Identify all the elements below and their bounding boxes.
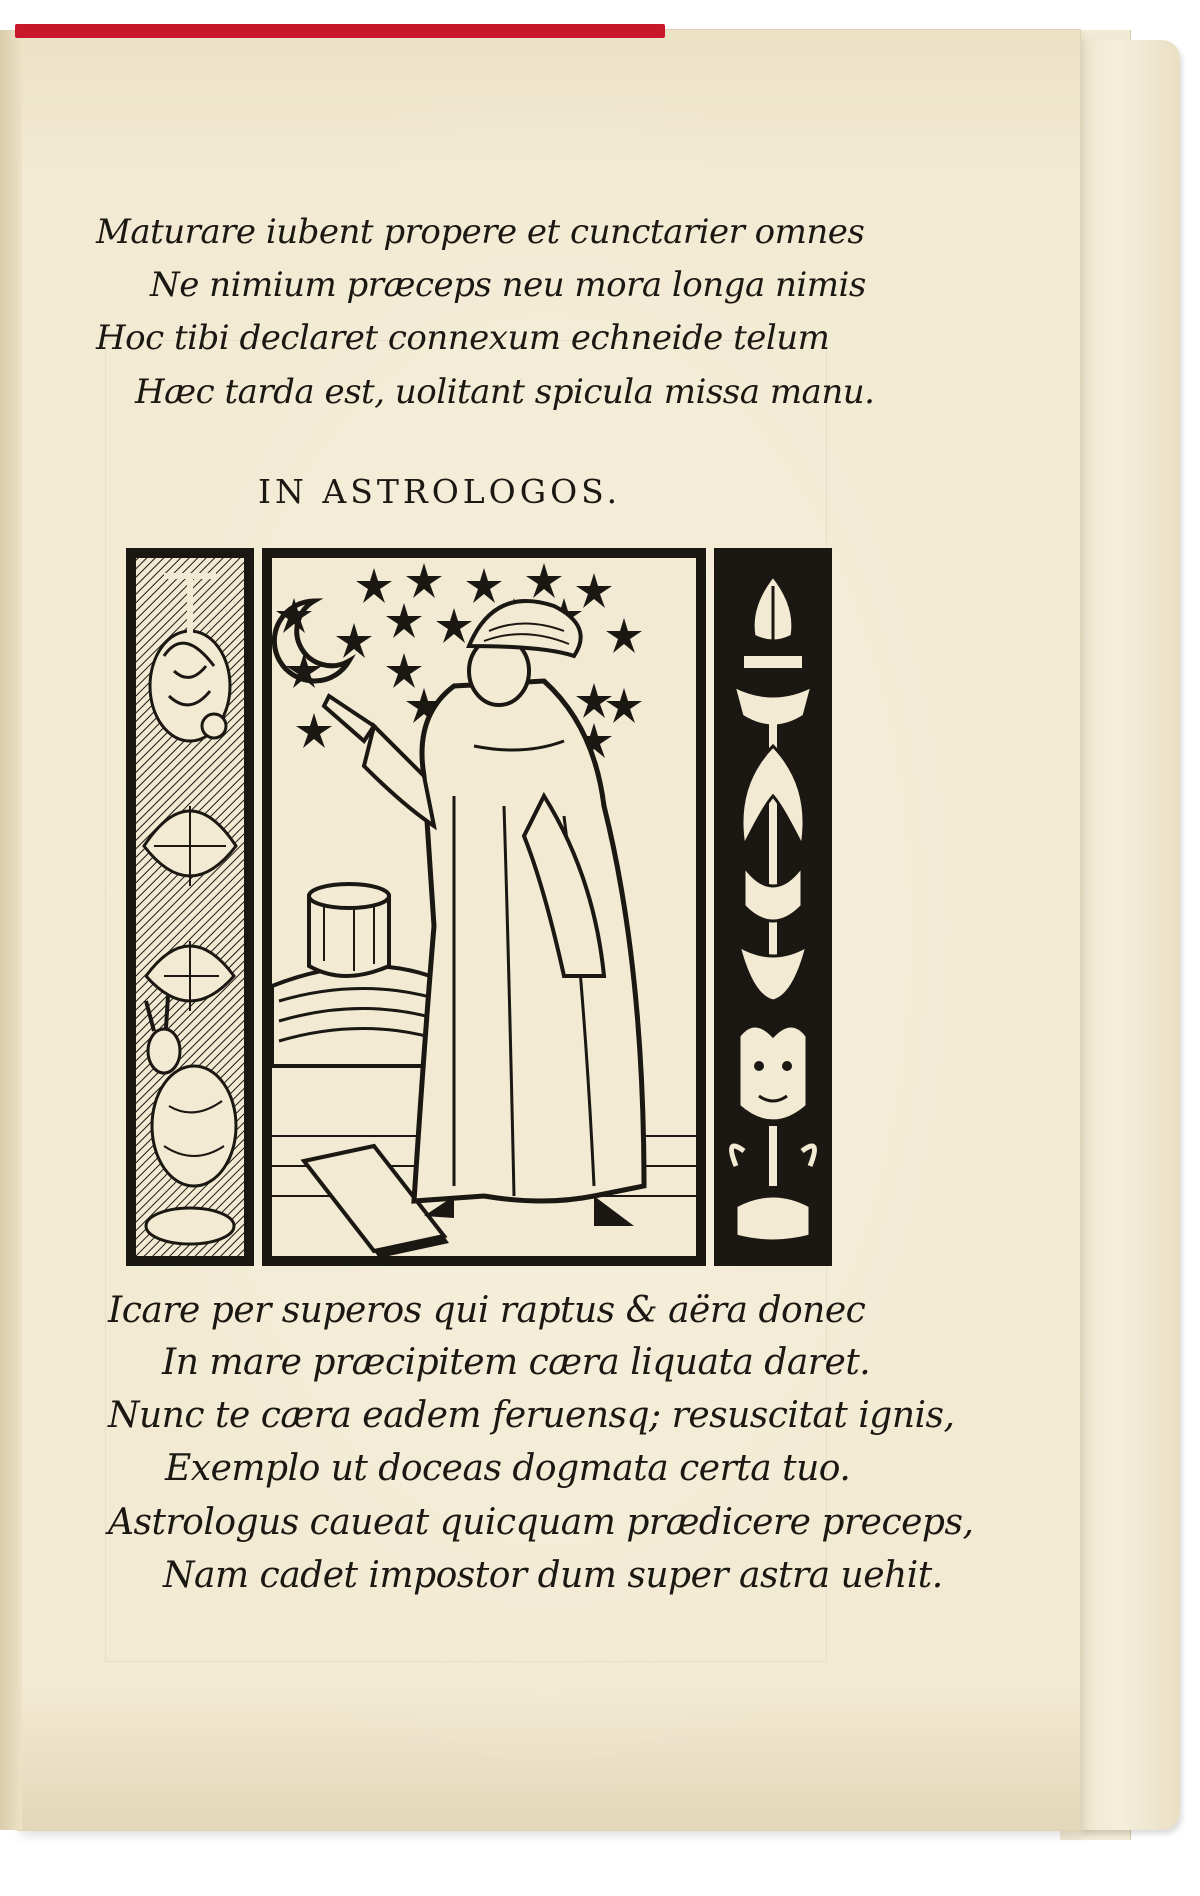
left-border-panel: [126, 548, 254, 1266]
verse-top-line-4: Hæc tarda est, uolitant spicula missa manu.: [135, 372, 875, 412]
verse-top-line-1: Maturare iubent propere et cunctarier omnes: [96, 212, 865, 252]
verse-bottom-line-3: Nunc te cæra eadem feruensq; resuscitat ignis,: [108, 1395, 955, 1436]
verse-top-line-2: Ne nimium præceps neu mora longa nimis: [150, 265, 866, 305]
red-page-edge: [15, 24, 665, 38]
verse-bottom-line-4: Exemplo ut doceas dogmata certa tuo.: [165, 1448, 851, 1489]
back-page-edge-outer: [1080, 40, 1180, 1830]
astrologer-woodcut: [124, 546, 834, 1270]
section-heading: IN ASTROLOGOS.: [258, 472, 622, 511]
verse-bottom-line-5: Astrologus caueat quicquam prædicere preceps,: [108, 1502, 974, 1543]
central-panel: [262, 548, 706, 1266]
verse-bottom-line-1: Icare per superos qui raptus & aëra donec: [108, 1290, 866, 1331]
verse-bottom-line-2: In mare præcipitem cæra liquata daret.: [162, 1342, 871, 1383]
verse-bottom-line-6: Nam cadet impostor dum super astra uehit.: [163, 1555, 943, 1596]
right-border-panel: [714, 548, 832, 1266]
verse-top-line-3: Hoc tibi declaret connexum echneide telum: [96, 318, 830, 358]
page-gutter: [0, 30, 22, 1830]
